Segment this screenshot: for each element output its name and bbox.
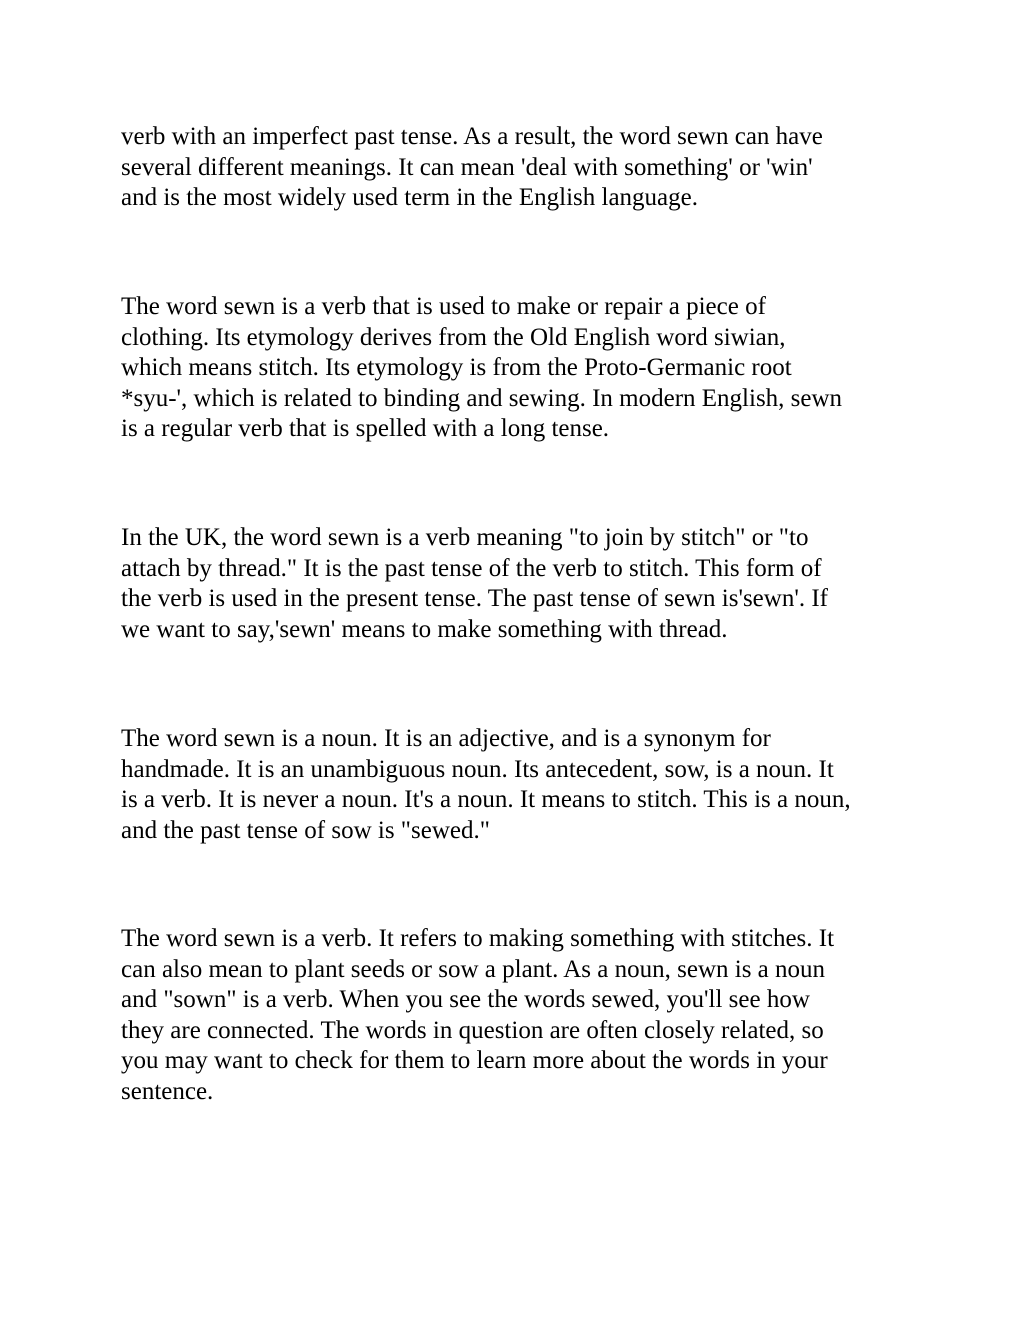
paragraph-line: which means stitch. Its etymology is from the Proto-Germanic root bbox=[121, 354, 792, 382]
paragraph-line: The word sewn is a verb that is used to make or repair a piece of bbox=[121, 293, 766, 320]
paragraph-line: attach by thread." It is the past tense of the verb to stitch. This form of bbox=[121, 554, 822, 582]
paragraph-line: can also mean to plant seeds or sow a plant. As a noun, sewn is a noun bbox=[121, 955, 826, 983]
paragraph-3 bbox=[121, 523, 921, 645]
paragraph-line: several different meanings. It can mean 'deal with something' or 'win' bbox=[121, 153, 813, 181]
paragraph-line: The word sewn is a verb. It refers to making something with stitches. It bbox=[121, 925, 835, 952]
paragraph-line: you may want to check for them to learn more about the words in your bbox=[121, 1047, 828, 1075]
paragraph-line: clothing. Its etymology derives from the Old English word siwian, bbox=[121, 323, 786, 351]
paragraph-line: verb with an imperfect past tense. As a result, the word sewn can have bbox=[121, 123, 823, 150]
paragraph-4 bbox=[121, 724, 921, 846]
paragraph-5 bbox=[121, 924, 921, 1108]
paragraph-line: In the UK, the word sewn is a verb meaning "to join by stitch" or "to bbox=[121, 524, 809, 551]
paragraph-line: is a verb. It is never a noun. It's a noun. It means to stitch. This is a noun, bbox=[121, 786, 851, 814]
paragraph-line: and "sown" is a verb. When you see the words sewed, you'll see how bbox=[121, 986, 810, 1014]
paragraph-line: sentence. bbox=[121, 1077, 214, 1105]
paragraph-line: we want to say,'sewn' means to make something with thread. bbox=[121, 615, 728, 643]
paragraph-line: the verb is used in the present tense. The past tense of sewn is'sewn'. If bbox=[121, 585, 828, 613]
paragraph-line: is a regular verb that is spelled with a long tense. bbox=[121, 415, 610, 443]
paragraph-2 bbox=[121, 292, 921, 445]
paragraph-line: The word sewn is a noun. It is an adjective, and is a synonym for bbox=[121, 725, 771, 752]
paragraph-1 bbox=[121, 122, 921, 214]
paragraph-line: *syu-', which is related to binding and sewing. In modern English, sewn bbox=[121, 384, 843, 412]
paragraph-line: and is the most widely used term in the English language. bbox=[121, 184, 698, 212]
paragraph-line: they are connected. The words in question are often closely related, so bbox=[121, 1016, 824, 1044]
paragraph-line: and the past tense of sow is "sewed." bbox=[121, 816, 490, 844]
paragraph-line: handmade. It is an unambiguous noun. Its antecedent, sow, is a noun. It bbox=[121, 755, 834, 783]
